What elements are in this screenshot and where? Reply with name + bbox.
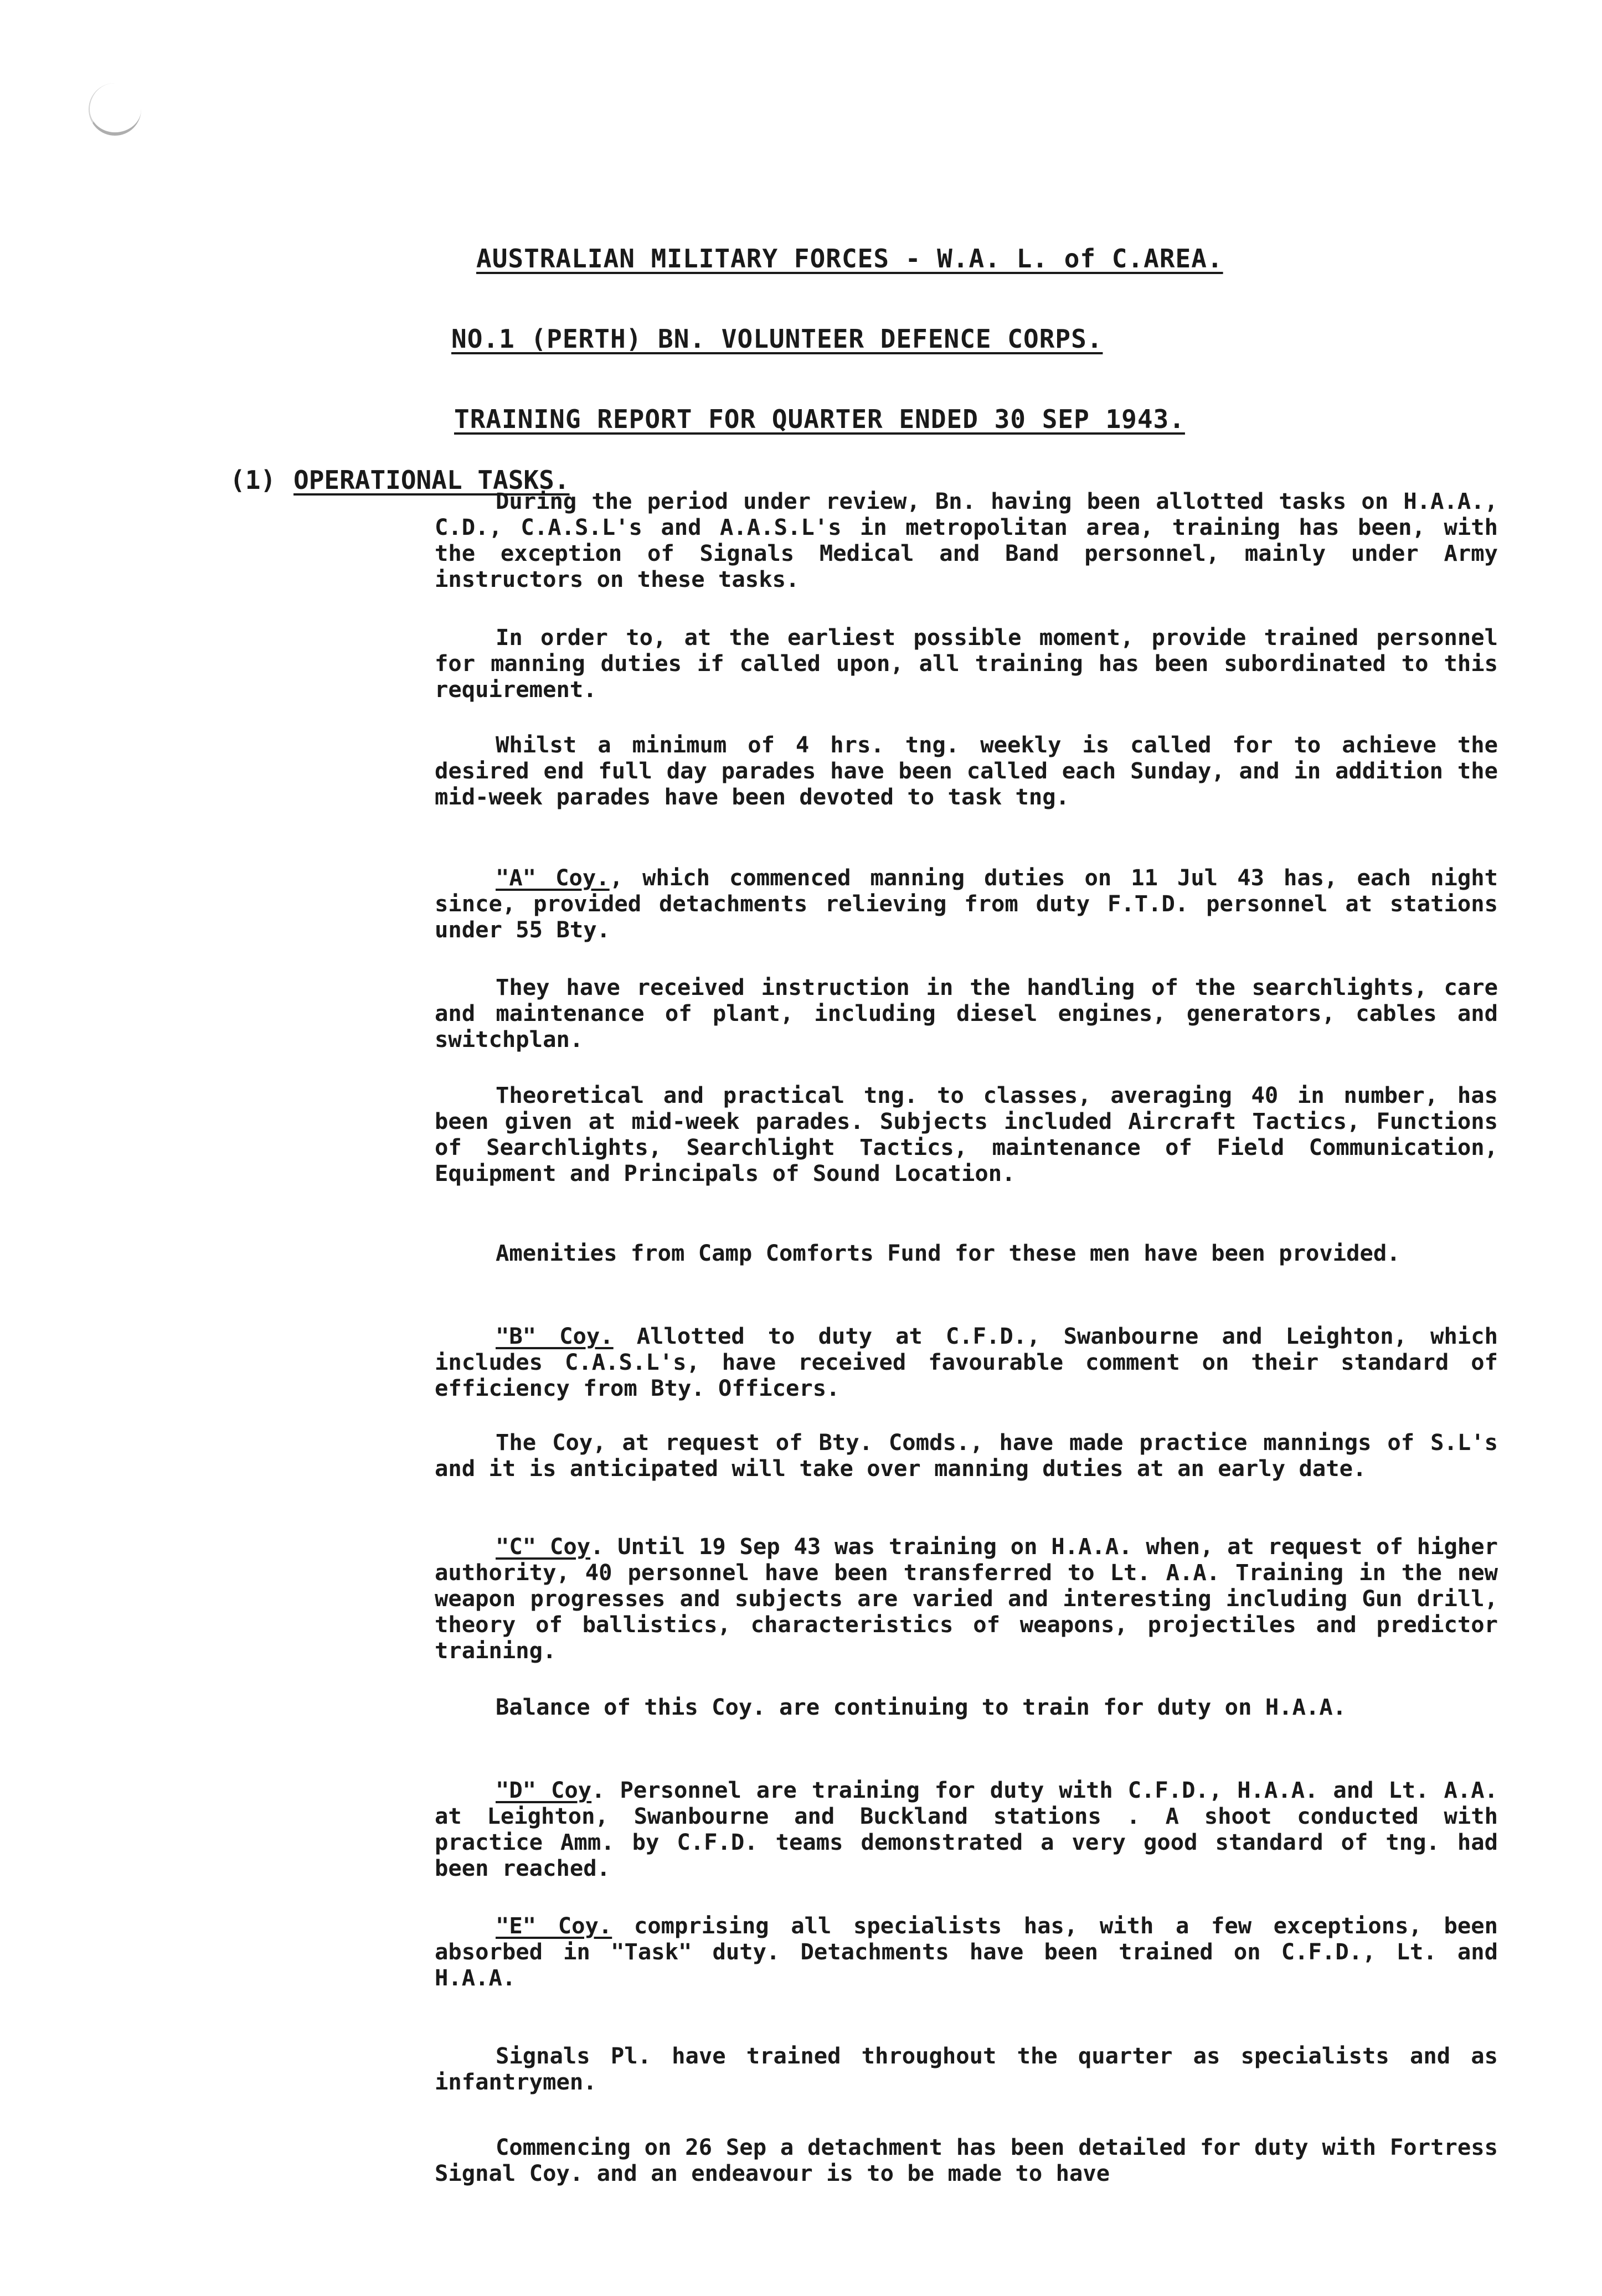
paragraph-6 (435, 1082, 1498, 1186)
paragraph-8 (435, 1323, 1498, 1401)
paragraph-12-text: . Personnel are training for duty with C.F.D., H.A.A. and Lt. A.A. at Leighton, Swanbourne and Buckland stations . A shoot conducted with practice Amm. by C.F.D. teams demonstrated a very good standard of tng. had been reached. (435, 1777, 1498, 1881)
paragraph-3-text: Whilst a minimum of 4 hrs. tng. weekly is called for to achieve the desired end full day parades have been called each Sunday, and in addition the mid-week parades have been devoted to task tng. (435, 731, 1498, 810)
paragraph-4-text: , which commenced manning duties on 11 Jul 43 has, each night since, provided detachments relieving from duty F.T.D. personnel at stations under 55 Bty. (435, 864, 1498, 943)
paragraph-13-text: comprising all specialists has, with a few exceptions, been absorbed in "Task" duty. Detachments have been trained on C.F.D., Lt. and H.A.A. (435, 1912, 1498, 1991)
company-e-label: "E" Coy. (496, 1912, 612, 1939)
paragraph-12 (435, 1777, 1498, 1881)
paragraph-15-text: Commencing on 26 Sep a detachment has been detailed for duty with Fortress Signal Coy. and an endeavour is to be made to have (435, 2134, 1498, 2186)
paragraph-13 (435, 1913, 1498, 1991)
paragraph-10 (435, 1534, 1498, 1664)
company-b-label: "B" Coy. (496, 1323, 614, 1349)
paragraph-9 (435, 1430, 1498, 1482)
paragraph-1 (435, 488, 1498, 592)
company-c-label: "C" Coy (496, 1533, 591, 1560)
paragraph-4 (435, 865, 1498, 943)
paragraph-6-text: Theoretical and practical tng. to classes, averaging 40 in number, has been given at mid-week parades. Subjects included Aircraft Tactics, Functions of Searchlights, Searchlight Tactics, maintenance of Field Communication, Equipment and Principals of Sound Location. (435, 1082, 1498, 1186)
paragraph-2-text: In order to, at the earliest possible moment, provide trained personnel for manning duties if called upon, all training has been subordinated to this requirement. (435, 624, 1498, 703)
paragraph-5 (435, 974, 1498, 1052)
paragraph-10-text: . Until 19 Sep 43 was training on H.A.A. when, at request of higher authority, 40 personnel have been transferred to Lt. A.A. Training in the new weapon progresses and subjects are varied and interesting including Gun drill, theory of ballistics, characteristics of weapons, projectiles and predictor training. (435, 1533, 1498, 1664)
company-a-label: "A" Coy. (496, 864, 610, 891)
paragraph-15 (435, 2134, 1498, 2186)
paragraph-11-text: Balance of this Coy. are continuing to train for duty on H.A.A. (496, 1694, 1347, 1720)
paragraph-2 (435, 625, 1498, 703)
paragraph-8-text: Allotted to duty at C.F.D., Swanbourne and Leighton, which includes C.A.S.L's, have received favourable comment on their standard of efficiency from Bty. Officers. (435, 1323, 1498, 1401)
paragraph-14-text: Signals Pl. have trained throughout the quarter as specialists and as infantrymen. (435, 2042, 1498, 2095)
paragraph-11 (435, 1694, 1498, 1720)
paragraph-9-text: The Coy, at request of Bty. Comds., have made practice mannings of S.L's and it is anticipated will take over manning duties at an early date. (435, 1429, 1498, 1482)
paragraph-7 (435, 1240, 1498, 1266)
header-line-1: AUSTRALIAN MILITARY FORCES - W.A. L. of C.AREA. (476, 244, 1223, 274)
paragraph-5-text: They have received instruction in the handling of the searchlights, care and maintenance of plant, including diesel engines, generators, cables and switchplan. (435, 974, 1498, 1052)
paragraph-14 (435, 2043, 1498, 2095)
header-line-3: TRAINING REPORT FOR QUARTER ENDED 30 SEP 1943. (454, 404, 1185, 434)
paragraph-3 (435, 732, 1498, 810)
paragraph-7-text: Amenities from Camp Comforts Fund for these men have been provided. (496, 1240, 1400, 1266)
paragraph-1-text: During the period under review, Bn. having been allotted tasks on H.A.A., C.D., C.A.S.L's and A.A.S.L's in metropolitan area, training has been, with the exception of Signals Medical and Band personnel, mainly under Army instructors on these tasks. (435, 488, 1498, 592)
section-number: (1) (230, 465, 276, 495)
section-title: OPERATIONAL TASKS. (293, 465, 570, 495)
punch-hole-mark (89, 83, 141, 136)
company-d-label: "D" Coy (496, 1777, 592, 1803)
header-line-2: NO.1 (PERTH) BN. VOLUNTEER DEFENCE CORPS. (451, 324, 1103, 354)
